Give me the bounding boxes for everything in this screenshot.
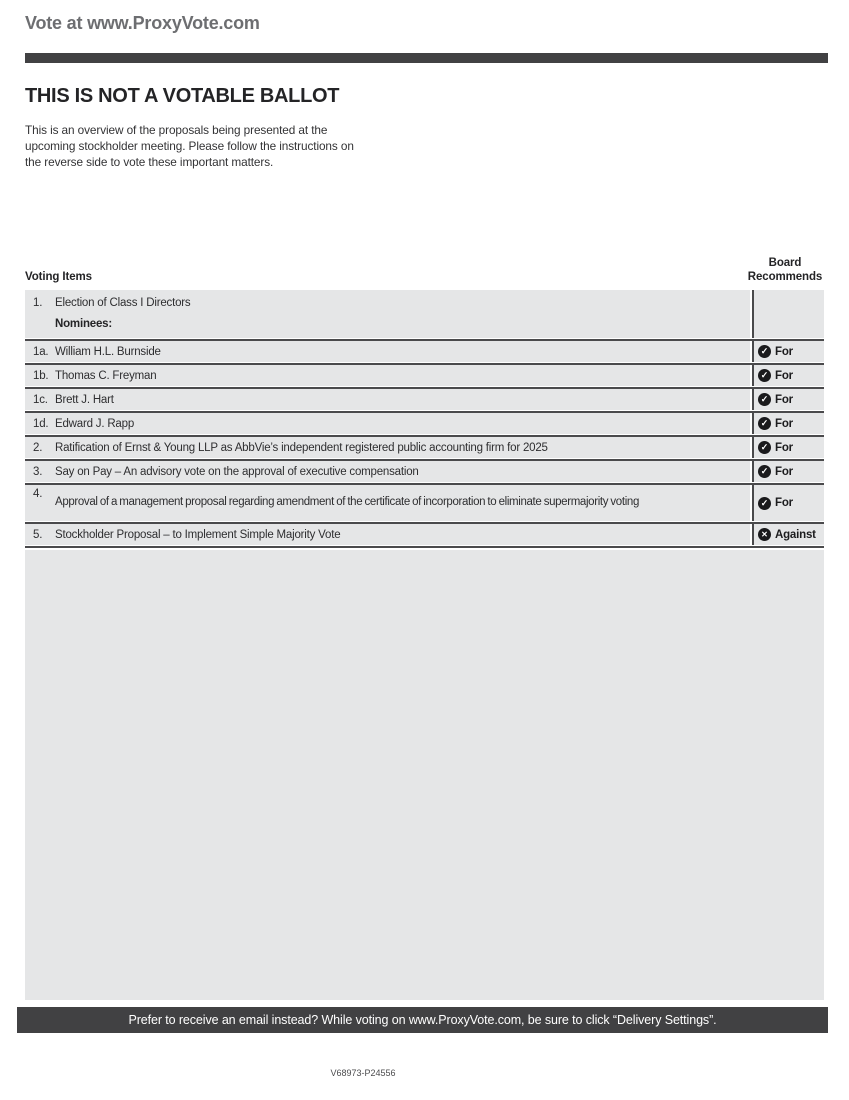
for-check-icon [758,441,771,454]
board-recommends-header-line1: Board [768,257,802,269]
row-number: 4. [33,488,43,500]
row-text: William H.L. Burnside [55,345,161,358]
row-number: 1b. [33,369,49,382]
intro-line-3: the reverse side to vote these important matters. [25,155,274,169]
row-number: 1a. [33,345,49,358]
row-text: Election of Class I Directors [55,297,191,309]
table-row-nominee-1d [25,413,824,434]
recommendation-label: For [775,345,793,358]
table-row-nominee-1b [25,365,824,386]
row-text: Thomas C. Freyman [55,369,157,382]
table-row-stockholder-proposal [25,524,824,545]
row-number: 3. [33,465,43,478]
row-number: 1d. [33,417,49,430]
for-check-icon [758,345,771,358]
recommendation-label: For [775,417,793,430]
intro-line-2: upcoming stockholder meeting. Please follow the instructions on [25,139,354,153]
row-number: 5. [33,528,43,541]
recommendation-cell [752,389,824,410]
board-recommends-header-line2: Recommends [747,270,823,283]
recommendation-label: For [775,369,793,382]
table-bottom-rule [25,545,824,548]
row-text: Edward J. Rapp [55,417,135,430]
table-row-election [25,290,824,338]
recommendation-cell [752,437,824,458]
recommendation-cell [752,461,824,482]
row-text: Stockholder Proposal – to Implement Simple Majority Vote [55,528,341,541]
recommendation-label: For [775,465,793,478]
recommendation-cell [752,365,824,386]
for-check-icon [758,497,771,510]
for-check-icon [758,465,771,478]
document-code: V68973-P24556 [330,1068,396,1078]
page-title: Vote at www.ProxyVote.com [25,13,260,33]
for-check-icon [758,417,771,430]
not-votable-heading: THIS IS NOT A VOTABLE BALLOT [25,85,340,107]
row-number: 1c. [33,393,48,406]
against-x-icon [758,528,771,541]
for-check-icon [758,369,771,382]
row-text: Ratification of Ernst & Young LLP as AbbVie’s independent registered public accounting firm for 2025 [55,441,548,454]
table-row-nominee-1c [25,389,824,410]
row-text: Brett J. Hart [55,393,114,406]
intro-paragraph [25,122,455,170]
recommendation-label: For [775,393,793,406]
voting-items-header: Voting Items [25,271,92,283]
row-text: Approval of a management proposal regarding amendment of the certificate of incorporation to eliminate supermajority voting [55,496,639,509]
table-row-ratification [25,437,824,458]
voting-items-table [25,290,824,1000]
recommendation-cell [752,341,824,362]
recommendation-label: For [775,497,793,509]
recommendation-cell [752,524,824,545]
nominees-label: Nominees: [55,318,112,330]
recommendation-cell [752,413,824,434]
table-row-nominee-1a [25,341,824,362]
table-empty-area [25,550,824,1000]
recommendation-label: For [775,441,793,454]
for-check-icon [758,393,771,406]
table-row-say-on-pay [25,461,824,482]
recommendation-cell-empty [752,290,824,338]
recommendation-cell [752,485,824,521]
masthead-divider-bar [25,53,828,63]
table-row-supermajority [25,485,824,521]
row-number: 1. [33,297,43,309]
email-preference-banner: Prefer to receive an email instead? While voting on www.ProxyVote.com, be sure to click “Delivery Settings”. [17,1007,828,1033]
row-number: 2. [33,441,43,454]
row-text: Say on Pay – An advisory vote on the approval of executive compensation [55,465,419,478]
board-recommends-header [735,257,835,284]
intro-line-1: This is an overview of the proposals being presented at the [25,123,328,137]
recommendation-label: Against [775,528,816,541]
